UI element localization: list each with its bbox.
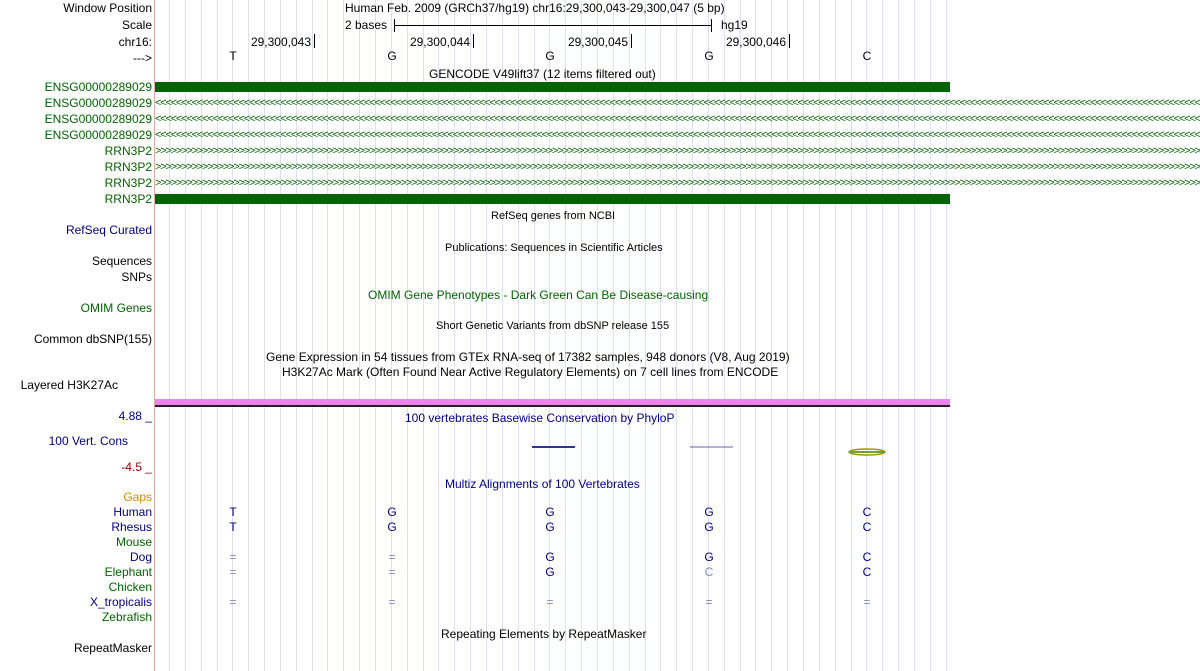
- omim-title: OMIM Gene Phenotypes - Dark Green Can Be Disease-causing: [368, 288, 709, 302]
- ruler-tick: [473, 34, 474, 48]
- gencode-row-label[interactable]: RRN3P2: [104, 144, 152, 158]
- track-display-area[interactable]: [155, 0, 1200, 671]
- alignment-base: =: [229, 550, 237, 564]
- alignment-base: C: [862, 520, 872, 534]
- gencode-feature-minus[interactable]: <<<<<<<<<<<<<<<<<<<<<<<<<<<<<<<<<<<<<<<<<<<<<<<<<<<<<<<<<<<<<<<<<<<<<<<<<<<<<<<<<<<<<<<<<<<<<<<<<<<<<<<<<<<<<<<<<<<<<<<<<<<<<<<<<<<<<<<<<<<<<<<<<<<<<<<<<<<<<<<<<<<<<<<<<<<<<<<<<<<<<<<<<<<<<<<<<<<<<<<<: [155, 129, 1200, 141]
- phylop-max-label: 4.88 _: [118, 409, 152, 423]
- gencode-feature-solid[interactable]: [155, 194, 950, 204]
- alignment-base: G: [545, 565, 555, 579]
- gencode-row-label[interactable]: ENSG00000289029: [44, 112, 152, 126]
- reference-base: G: [704, 49, 714, 63]
- alignment-base: G: [545, 505, 555, 519]
- species-label[interactable]: X_tropicalis: [89, 595, 152, 609]
- reference-base: G: [545, 49, 555, 63]
- ruler-tick: [789, 34, 790, 48]
- species-label[interactable]: Elephant: [104, 565, 152, 579]
- alignment-base: =: [388, 565, 396, 579]
- alignment-base: G: [704, 550, 714, 564]
- sequences-track-label[interactable]: Sequences: [91, 254, 152, 268]
- gencode-title[interactable]: GENCODE V49lift37 (12 items filtered out): [429, 67, 656, 81]
- reference-base: G: [387, 49, 397, 63]
- ruler-position-label: 29,300,046: [725, 35, 786, 49]
- ruler-position-label: 29,300,044: [409, 35, 470, 49]
- repeatmasker-title: Repeating Elements by RepeatMasker: [441, 627, 647, 641]
- species-label[interactable]: Zebrafish: [101, 610, 152, 624]
- phylop-track-label[interactable]: 100 Vert. Cons: [48, 434, 128, 448]
- alignment-base: C: [704, 565, 714, 579]
- gencode-row-label[interactable]: ENSG00000289029: [44, 96, 152, 110]
- alignment-base: C: [862, 565, 872, 579]
- alignment-base: G: [704, 505, 714, 519]
- gencode-row-label[interactable]: ENSG00000289029: [44, 80, 152, 94]
- alignment-base: G: [387, 505, 397, 519]
- publications-title: Publications: Sequences in Scientific Articles: [445, 242, 663, 254]
- alignment-base: =: [229, 565, 237, 579]
- gencode-row-label[interactable]: RRN3P2: [104, 192, 152, 206]
- gaps-label: Gaps: [123, 490, 152, 504]
- phylop-graph: [155, 430, 950, 470]
- omim-track-label[interactable]: OMIM Genes: [80, 301, 152, 315]
- gencode-feature-plus[interactable]: >>>>>>>>>>>>>>>>>>>>>>>>>>>>>>>>>>>>>>>>>>>>>>>>>>>>>>>>>>>>>>>>>>>>>>>>>>>>>>>>>>>>>>>>>>>>>>>>>>>>>>>>>>>>>>>>>>>>>>>>>>>>>>>>>>>>>>>>>>>>>>>>>>>>>>>>>>>>>>>>>>>>>>>>>>>>>>>>>>>>>>>>>>>>>>>>>>>>>>>>: [155, 145, 1200, 157]
- species-label[interactable]: Rhesus: [111, 520, 152, 534]
- reference-base: T: [229, 49, 237, 63]
- species-label[interactable]: Mouse: [115, 535, 152, 549]
- refseq-track-label[interactable]: RefSeq Curated: [65, 223, 152, 237]
- species-label[interactable]: Dog: [129, 550, 152, 564]
- species-label[interactable]: Human: [113, 505, 152, 519]
- dbsnp-track-label[interactable]: Common dbSNP(155): [33, 332, 152, 346]
- repeatmasker-track-label[interactable]: RepeatMasker: [73, 641, 152, 655]
- phylop-min-label: -4.5 _: [121, 460, 152, 474]
- alignment-base: C: [862, 505, 872, 519]
- scale-bar: [394, 25, 712, 26]
- gencode-feature-minus[interactable]: <<<<<<<<<<<<<<<<<<<<<<<<<<<<<<<<<<<<<<<<<<<<<<<<<<<<<<<<<<<<<<<<<<<<<<<<<<<<<<<<<<<<<<<<<<<<<<<<<<<<<<<<<<<<<<<<<<<<<<<<<<<<<<<<<<<<<<<<<<<<<<<<<<<<<<<<<<<<<<<<<<<<<<<<<<<<<<<<<<<<<<<<<<<<<<<<<<<<<<<<: [155, 97, 1200, 109]
- alignment-base: =: [546, 595, 554, 609]
- reference-base: C: [862, 49, 872, 63]
- h3k27ac-track-label[interactable]: Layered H3K27Ac: [20, 378, 118, 392]
- gencode-feature-minus[interactable]: <<<<<<<<<<<<<<<<<<<<<<<<<<<<<<<<<<<<<<<<<<<<<<<<<<<<<<<<<<<<<<<<<<<<<<<<<<<<<<<<<<<<<<<<<<<<<<<<<<<<<<<<<<<<<<<<<<<<<<<<<<<<<<<<<<<<<<<<<<<<<<<<<<<<<<<<<<<<<<<<<<<<<<<<<<<<<<<<<<<<<<<<<<<<<<<<<<<<<<<<: [155, 113, 1200, 125]
- alignment-base: =: [388, 595, 396, 609]
- species-label[interactable]: Chicken: [108, 580, 152, 594]
- window-position-label: Window Position: [63, 1, 152, 15]
- scale-label: Scale: [121, 18, 152, 32]
- alignment-base: G: [545, 520, 555, 534]
- alignment-base: G: [545, 550, 555, 564]
- alignment-base: =: [863, 595, 871, 609]
- alignment-base: G: [704, 520, 714, 534]
- alignment-base: =: [388, 550, 396, 564]
- track-label-column: [0, 0, 154, 671]
- gencode-feature-solid[interactable]: [155, 82, 950, 92]
- alignment-base: C: [862, 550, 872, 564]
- alignment-base: T: [229, 520, 237, 534]
- h3k27ac-title: H3K27Ac Mark (Often Found Near Active Regulatory Elements) on 7 cell lines from ENCODE: [282, 365, 779, 379]
- gencode-feature-plus[interactable]: >>>>>>>>>>>>>>>>>>>>>>>>>>>>>>>>>>>>>>>>>>>>>>>>>>>>>>>>>>>>>>>>>>>>>>>>>>>>>>>>>>>>>>>>>>>>>>>>>>>>>>>>>>>>>>>>>>>>>>>>>>>>>>>>>>>>>>>>>>>>>>>>>>>>>>>>>>>>>>>>>>>>>>>>>>>>>>>>>>>>>>>>>>>>>>>>>>>>>>>>: [155, 177, 1200, 189]
- ruler-tick: [631, 34, 632, 48]
- scale-db-text: hg19: [721, 18, 748, 32]
- scale-bar-left-cap: [394, 19, 395, 32]
- ruler-position-label: 29,300,045: [567, 35, 628, 49]
- scale-bar-right-cap: [711, 19, 712, 32]
- chrom-label: chr16:: [118, 35, 152, 49]
- gtex-title: Gene Expression in 54 tissues from GTEx RNA-seq of 17382 samples, 948 donors (V8, Aug 2019): [266, 350, 790, 364]
- strand-arrow-label: --->: [133, 51, 152, 65]
- ruler-tick: [314, 34, 315, 48]
- ruler-position-label: 29,300,043: [250, 35, 311, 49]
- alignment-base: G: [387, 520, 397, 534]
- alignment-base: =: [705, 595, 713, 609]
- h3k27ac-baseline: [155, 405, 950, 407]
- dbsnp-title: Short Genetic Variants from dbSNP release 155: [436, 320, 670, 332]
- gencode-feature-plus[interactable]: >>>>>>>>>>>>>>>>>>>>>>>>>>>>>>>>>>>>>>>>>>>>>>>>>>>>>>>>>>>>>>>>>>>>>>>>>>>>>>>>>>>>>>>>>>>>>>>>>>>>>>>>>>>>>>>>>>>>>>>>>>>>>>>>>>>>>>>>>>>>>>>>>>>>>>>>>>>>>>>>>>>>>>>>>>>>>>>>>>>>>>>>>>>>>>>>>>>>>>>>: [155, 161, 1200, 173]
- phylop-title: 100 vertebrates Basewise Conservation by PhyloP: [405, 411, 675, 425]
- scale-text: 2 bases: [345, 18, 388, 32]
- gencode-row-label[interactable]: RRN3P2: [104, 160, 152, 174]
- snps-track-label[interactable]: SNPs: [121, 270, 152, 284]
- gencode-row-label[interactable]: ENSG00000289029: [44, 128, 152, 142]
- multiz-title: Multiz Alignments of 100 Vertebrates: [445, 477, 640, 491]
- refseq-title: RefSeq genes from NCBI: [491, 210, 616, 222]
- alignment-base: =: [229, 595, 237, 609]
- gencode-row-label[interactable]: RRN3P2: [104, 176, 152, 190]
- alignment-base: T: [229, 505, 237, 519]
- assembly-position-text: Human Feb. 2009 (GRCh37/hg19) chr16:29,300,043-29,300,047 (5 bp): [345, 1, 725, 15]
